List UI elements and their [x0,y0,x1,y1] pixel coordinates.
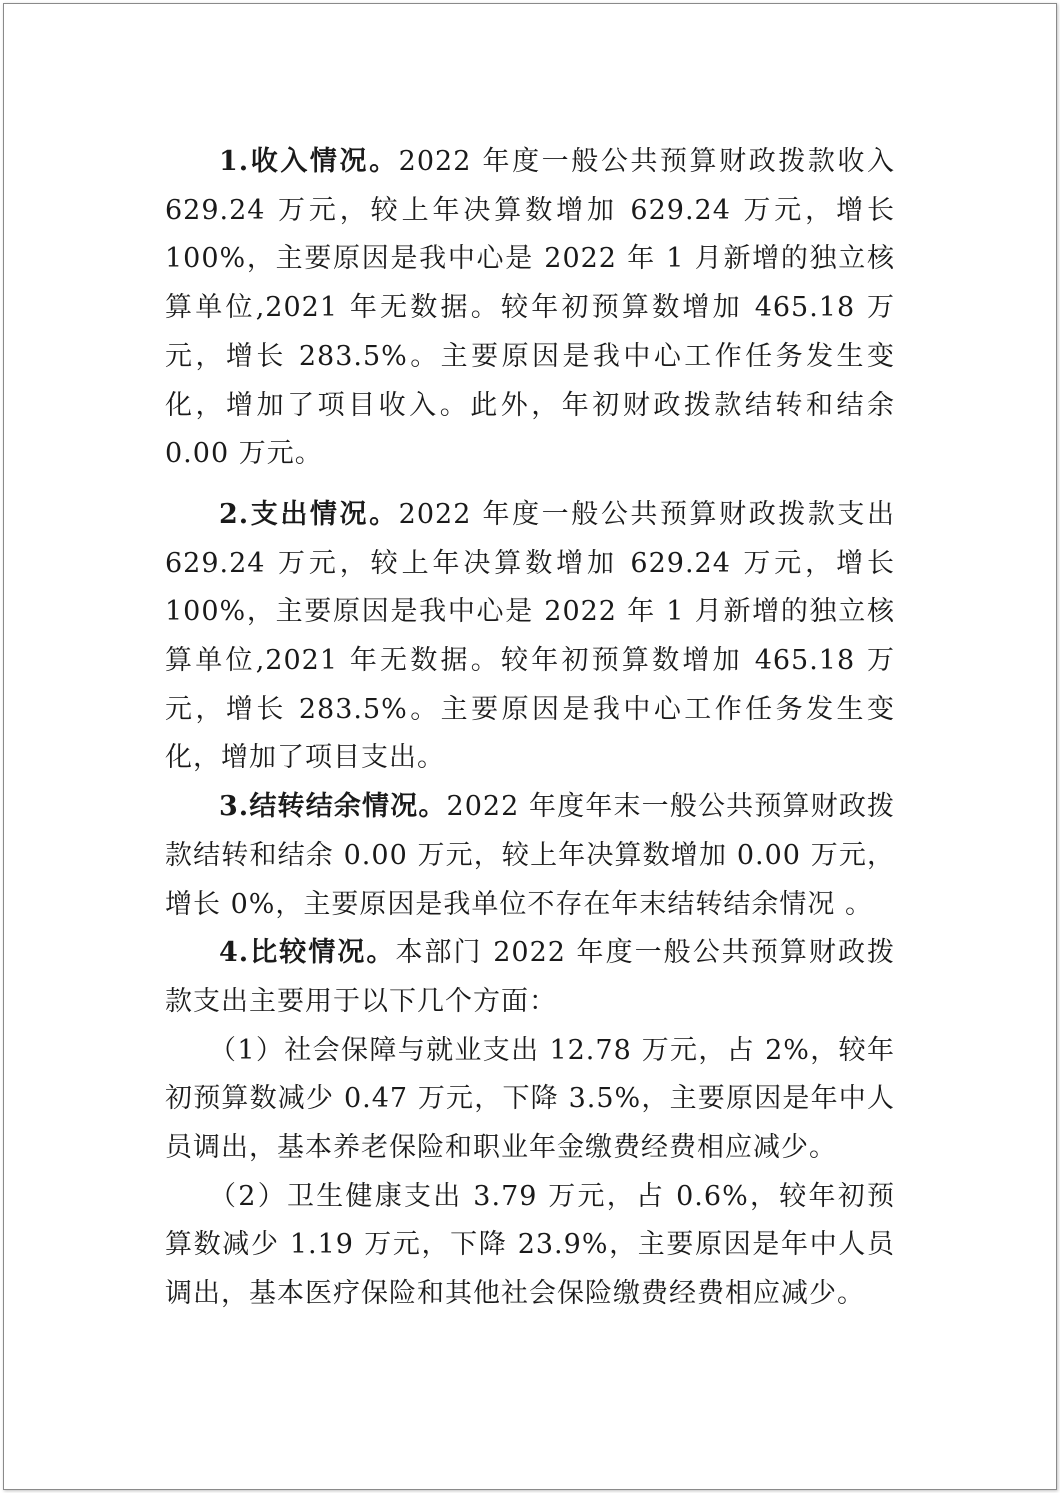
paragraph-heading: 3.结转结余情况。 [219,791,447,823]
paragraph-text: 2022 年度一般公共预算财政拨款收入 629.24 万元，较上年决算数增加 629.24 万元，增长 100%，主要原因是我中心是 2022 年 1 月新增的独立核算单位,2021 年无数据。较年初预算数增加 465.18 万元，增长 283.5%。主要原因是我中心工作任务发生变化，增加了项目收入。此外，年初财政拨款结转和结余 0.00 万元。 [165,146,896,470]
paragraph-comparison [165,929,895,1026]
paragraph-expenditure [165,491,895,783]
paragraph-carryover [165,783,895,929]
paragraph-heading: 1.收入情况。 [219,146,399,177]
paragraph-text: （2）卫生健康支出 3.79 万元，占 0.6%，较年初预算数减少 1.19 万元，下降 23.9%，主要原因是年中人员调出，基本医疗保险和其他社会保险缴费经费相应减少。 [165,1180,895,1310]
paragraph-heading: 4.比较情况。 [219,937,396,969]
document-body [165,138,895,1319]
paragraph-social-security [165,1027,895,1173]
paragraph-text: 2022 年度一般公共预算财政拨款支出 629.24 万元，较上年决算数增加 629.24 万元，增长 100%，主要原因是我中心是 2022 年 1 月新增的独立核算单位,2021 年无数据。较年初预算数增加 465.18 万元，增长 283.5%。主要原因是我中心工作任务发生变化，增加了项目支出。 [165,498,896,774]
paragraph-income [165,138,895,479]
paragraph-text: （1）社会保障与就业支出 12.78 万元，占 2%，较年初预算数减少 0.47 万元，下降 3.5%，主要原因是年中人员调出，基本养老保险和职业年金缴费经费相应减少。 [165,1034,895,1164]
paragraph-text: 2022 年度年末一般公共预算财政拨款结转和结余 0.00 万元，较上年决算数增加 0.00 万元，增长 0%，主要原因是我单位不存在年末结转结余情况 。 [165,791,896,920]
paragraph-heading: 2.支出情况。 [219,498,399,530]
paragraph-health [165,1173,895,1319]
paragraph-text: 本部门 2022 年度一般公共预算财政拨款支出主要用于以下几个方面： [165,937,895,1017]
